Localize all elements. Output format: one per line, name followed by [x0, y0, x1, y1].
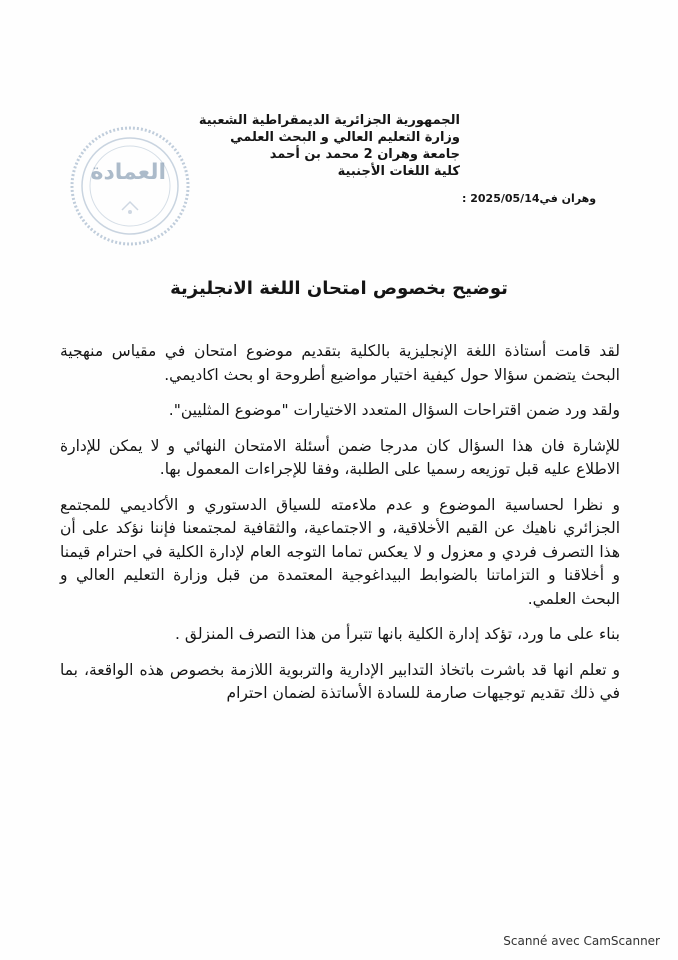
paragraph: لقد قامت أستاذة اللغة الإنجليزية بالكلية بتقديم موضوع امتحان في مقياس منهجية البحث يتضمن سؤالا حول كيفية اختيار مواضيع أطروحة او بحث اكاديمي. — [60, 342, 620, 384]
document-date: وهران في2025/05/14 : — [462, 192, 597, 205]
scanner-watermark: Scanné avec CamScanner — [503, 934, 660, 948]
stamp-text: العمادة — [90, 160, 166, 185]
paragraph: و تعلم انها قد باشرت باتخاذ التدابير الإدارية والتربوية اللازمة بخصوص هذه الواقعة، بما في ذلك تقديم توجيهات صارمة للسادة الأساتذة لضمان احترام — [60, 660, 620, 702]
letterhead-line-republic: الجمهورية الجزائرية الديمقراطية الشعبية — [198, 113, 460, 128]
stamp-seal-icon — [66, 122, 194, 250]
document-title: توضيح بخصوص امتحان اللغة الانجليزية — [170, 278, 508, 299]
paragraph: بناء على ما ورد، تؤكد إدارة الكلية بانها تتبرأ من هذا التصرف المنزلق . — [175, 625, 620, 643]
letterhead-line-university: جامعة وهران 2 محمد بن أحمد — [269, 147, 460, 162]
paragraph: ولقد ورد ضمن اقتراحات السؤال المتعدد الاختيارات "موضوع المثليين". — [168, 401, 620, 419]
letterhead-line-ministry: وزارة التعليم العالي و البحث العلمي — [230, 130, 460, 145]
paragraph: و نظرا لحساسية الموضوع و عدم ملاءمته للسياق الدستوري و الأكاديمي للمجتمع الجزائري ناهيك عن القيم الأخلاقية، و الاجتماعية، والثقافية لمجتمعنا فإننا نؤكد على أن هذا التصرف فردي و معزول و لا يعكس تماما التوجه العام لإدارة الكلية في احترام قيمنا و أخلاقنا و التزاماتنا بالضوابط البيداغوجية المعتمدة من قبل وزارة التعليم العالي و البحث العلمي. — [60, 495, 620, 608]
paragraph: للإشارة فان هذا السؤال كان مدرجا ضمن أسئلة الامتحان النهائي و لا يمكن للإدارة الاطلاع عليه قبل توزيعه رسميا على الطلبة، وفقا للإجراءات المعمول بها. — [60, 436, 620, 478]
document-body — [60, 340, 620, 718]
letterhead-line-faculty: كلية اللغات الأجنبية — [337, 164, 460, 179]
letterhead — [200, 112, 460, 180]
